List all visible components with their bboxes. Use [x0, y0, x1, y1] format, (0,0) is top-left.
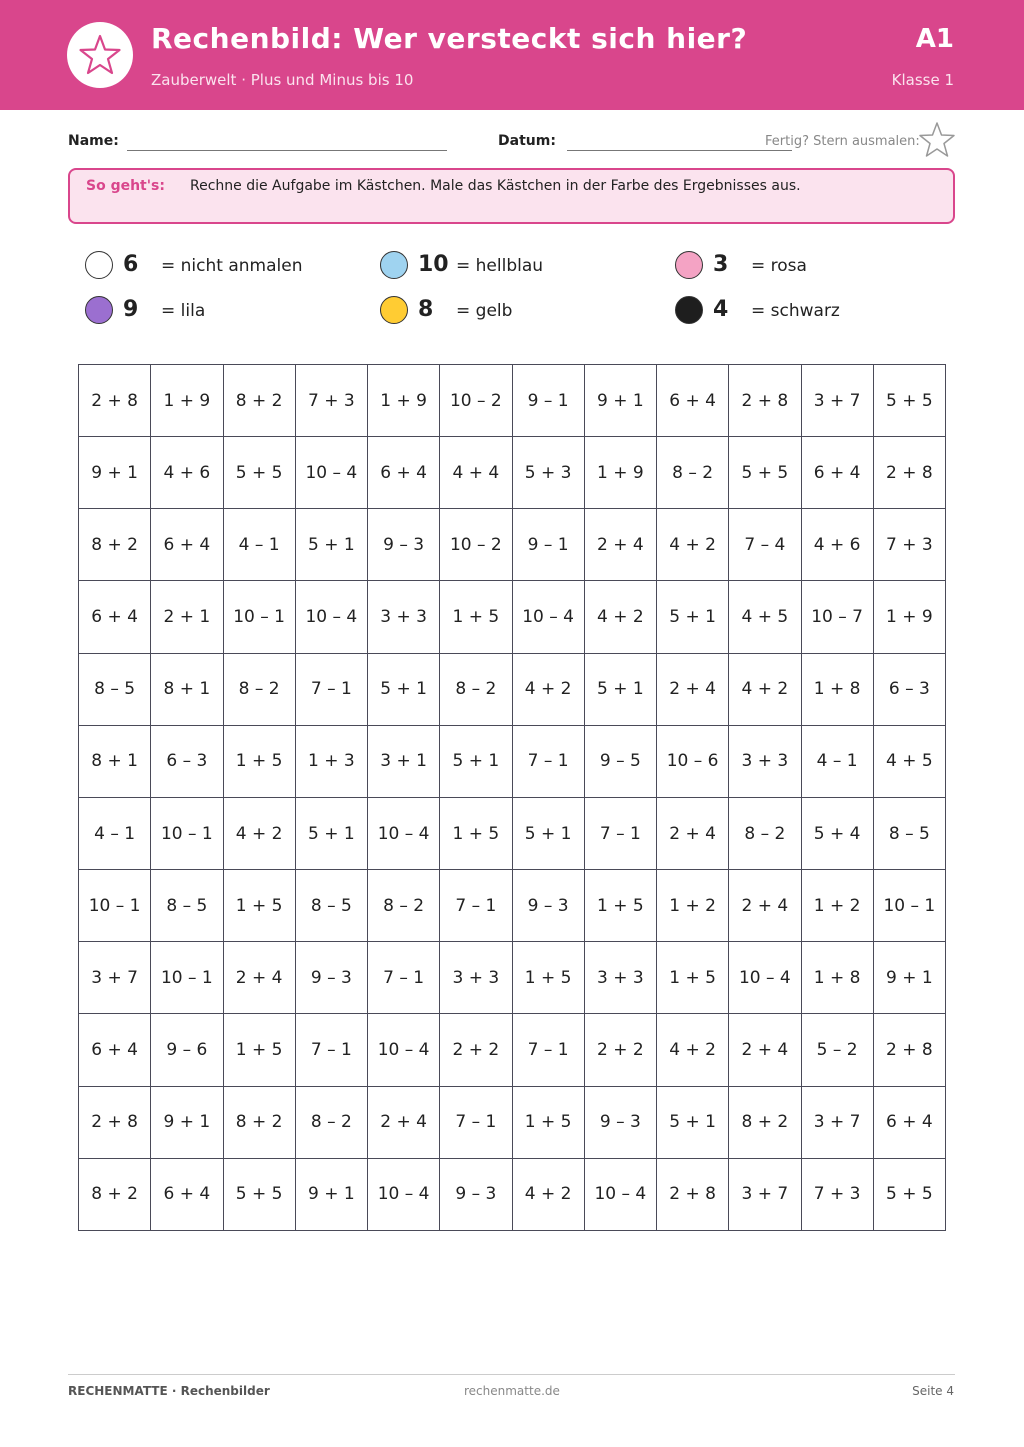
- grid-cell[interactable]: 6 + 4: [801, 437, 873, 509]
- color-dot-icon: [675, 251, 703, 279]
- grid-cell[interactable]: 10 – 4: [368, 1158, 440, 1230]
- grid-cell[interactable]: 1 + 5: [584, 870, 656, 942]
- name-label: Name:: [68, 133, 119, 149]
- grid-cell[interactable]: 1 + 8: [801, 653, 873, 725]
- grid-cell[interactable]: 3 + 1: [368, 725, 440, 797]
- grid-cell[interactable]: 8 – 5: [295, 870, 367, 942]
- grid-cell[interactable]: 2 + 4: [368, 1086, 440, 1158]
- grid-cell[interactable]: 10 – 7: [801, 581, 873, 653]
- grid-cell[interactable]: 5 + 5: [873, 365, 945, 437]
- color-dot-icon: [380, 251, 408, 279]
- legend-item: [675, 296, 935, 326]
- grid-cell[interactable]: 7 + 3: [801, 1158, 873, 1230]
- grid-cell[interactable]: 9 – 6: [151, 1014, 223, 1086]
- footer-page-number: Seite 4: [912, 1384, 954, 1398]
- header-banner: [0, 0, 1024, 110]
- instructions-text: Rechne die Aufgabe im Kästchen. Male das Kästchen in der Farbe des Ergebnisses aus.: [190, 178, 801, 194]
- grid-cell[interactable]: 8 – 2: [657, 437, 729, 509]
- page-title: Rechenbild: Wer versteckt sich hier?: [151, 22, 748, 55]
- grid-cell[interactable]: 9 + 1: [151, 1086, 223, 1158]
- grid-cell[interactable]: 4 + 2: [657, 509, 729, 581]
- grid-cell[interactable]: 5 + 1: [295, 509, 367, 581]
- grid-cell[interactable]: 2 + 2: [584, 1014, 656, 1086]
- grid-cell[interactable]: 6 + 4: [151, 1158, 223, 1230]
- grid-cell[interactable]: 1 + 5: [223, 725, 295, 797]
- grid-cell[interactable]: 9 + 1: [584, 365, 656, 437]
- logo-badge: [67, 22, 133, 88]
- page-subtitle: Zauberwelt · Plus und Minus bis 10: [151, 71, 414, 89]
- grid-cell[interactable]: 7 – 4: [729, 509, 801, 581]
- grid-cell[interactable]: 6 + 4: [79, 581, 151, 653]
- grid-cell[interactable]: 8 + 1: [79, 725, 151, 797]
- grid-cell[interactable]: 10 – 1: [151, 797, 223, 869]
- grid-row: [79, 1158, 946, 1230]
- grid-cell[interactable]: 10 – 1: [223, 581, 295, 653]
- grid-row: [79, 509, 946, 581]
- grid-cell[interactable]: 6 + 4: [657, 365, 729, 437]
- grid-cell[interactable]: 10 – 2: [440, 365, 512, 437]
- grid-cell[interactable]: 1 + 2: [801, 870, 873, 942]
- grid-row: [79, 725, 946, 797]
- grid-cell[interactable]: 2 + 4: [657, 653, 729, 725]
- grid-cell[interactable]: 6 – 3: [151, 725, 223, 797]
- grid-cell[interactable]: 9 – 3: [440, 1158, 512, 1230]
- footer-brand: RECHENMATTE · Rechenbilder: [68, 1384, 270, 1398]
- grid-cell[interactable]: 5 + 1: [368, 653, 440, 725]
- grid-cell[interactable]: 8 – 2: [729, 797, 801, 869]
- legend-item: [380, 296, 640, 326]
- grid-cell[interactable]: 8 + 1: [151, 653, 223, 725]
- grid-cell[interactable]: 5 + 5: [223, 437, 295, 509]
- grid-cell[interactable]: 5 + 5: [873, 1158, 945, 1230]
- name-field[interactable]: [127, 150, 447, 151]
- grid-cell[interactable]: 4 + 5: [873, 725, 945, 797]
- color-dot-icon: [85, 296, 113, 324]
- grid-cell[interactable]: 6 + 4: [79, 1014, 151, 1086]
- puzzle-grid: [78, 364, 946, 1231]
- grid-cell[interactable]: 5 + 1: [657, 1086, 729, 1158]
- grid-cell[interactable]: 9 + 1: [79, 437, 151, 509]
- grade-label: Klasse 1: [891, 71, 954, 89]
- grid-cell[interactable]: 3 + 7: [801, 1086, 873, 1158]
- grid-row: [79, 1086, 946, 1158]
- grid-cell[interactable]: 7 – 1: [440, 1086, 512, 1158]
- grid-row: [79, 581, 946, 653]
- legend-number: 4: [713, 297, 729, 322]
- grid-cell[interactable]: 2 + 2: [440, 1014, 512, 1086]
- grid-cell[interactable]: 8 + 2: [223, 1086, 295, 1158]
- grid-cell[interactable]: 4 + 6: [801, 509, 873, 581]
- instructions-label: So geht's:: [86, 178, 165, 194]
- grid-cell[interactable]: 10 – 4: [368, 797, 440, 869]
- grid-cell[interactable]: 1 + 5: [440, 581, 512, 653]
- grid-cell[interactable]: 10 – 1: [151, 942, 223, 1014]
- date-field[interactable]: [567, 150, 792, 151]
- grid-cell[interactable]: 4 + 5: [729, 581, 801, 653]
- grid-cell[interactable]: 6 – 3: [873, 653, 945, 725]
- grid-cell[interactable]: 1 + 5: [223, 1014, 295, 1086]
- grid-row: [79, 942, 946, 1014]
- grid-cell[interactable]: 8 – 2: [223, 653, 295, 725]
- grid-cell[interactable]: 6 + 4: [368, 437, 440, 509]
- grid-cell[interactable]: 2 + 8: [873, 437, 945, 509]
- grid-row: [79, 1014, 946, 1086]
- grid-cell[interactable]: 9 – 3: [368, 509, 440, 581]
- legend-text: = gelb: [456, 301, 513, 321]
- grid-cell[interactable]: 7 – 1: [584, 797, 656, 869]
- grid-cell[interactable]: 1 + 9: [151, 365, 223, 437]
- grid-cell[interactable]: 5 + 1: [440, 725, 512, 797]
- grid-row: [79, 870, 946, 942]
- grid-cell[interactable]: 1 + 3: [295, 725, 367, 797]
- grid-cell[interactable]: 10 – 2: [440, 509, 512, 581]
- legend-number: 6: [123, 252, 139, 277]
- grid-cell[interactable]: 2 + 8: [79, 365, 151, 437]
- grid-cell[interactable]: 8 + 2: [223, 365, 295, 437]
- grid-cell[interactable]: 8 – 5: [151, 870, 223, 942]
- instructions-box: [68, 168, 955, 224]
- color-dot-icon: [380, 296, 408, 324]
- grid-cell[interactable]: 8 – 2: [295, 1086, 367, 1158]
- grid-cell[interactable]: 6 + 4: [873, 1086, 945, 1158]
- legend-text: = nicht anmalen: [161, 256, 303, 276]
- grid-cell[interactable]: 7 + 3: [295, 365, 367, 437]
- grid-cell[interactable]: 3 + 7: [79, 942, 151, 1014]
- grid-cell[interactable]: 8 – 2: [440, 653, 512, 725]
- grid-cell[interactable]: 7 – 1: [512, 1014, 584, 1086]
- grid-cell[interactable]: 7 – 1: [512, 725, 584, 797]
- grid-cell[interactable]: 2 + 4: [223, 942, 295, 1014]
- grid-cell[interactable]: 10 – 4: [295, 581, 367, 653]
- grid-cell[interactable]: 10 – 6: [657, 725, 729, 797]
- footer-divider: [68, 1374, 955, 1375]
- grid-cell[interactable]: 9 – 1: [512, 509, 584, 581]
- grid-cell[interactable]: 2 + 4: [584, 509, 656, 581]
- legend-item: [85, 251, 345, 281]
- grid-cell[interactable]: 10 – 4: [295, 437, 367, 509]
- grid-cell[interactable]: 10 – 4: [584, 1158, 656, 1230]
- grid-cell[interactable]: 3 + 3: [368, 581, 440, 653]
- grid-cell[interactable]: 4 + 2: [223, 797, 295, 869]
- grid-cell[interactable]: 10 – 1: [79, 870, 151, 942]
- grid-cell[interactable]: 8 – 5: [79, 653, 151, 725]
- grid-cell[interactable]: 1 + 9: [368, 365, 440, 437]
- grid-cell[interactable]: 3 + 3: [584, 942, 656, 1014]
- grid-cell[interactable]: 7 – 1: [368, 942, 440, 1014]
- legend-item: [675, 251, 935, 281]
- grid-cell[interactable]: 4 + 6: [151, 437, 223, 509]
- legend-text: = lila: [161, 301, 206, 321]
- grid-cell[interactable]: 2 + 4: [657, 797, 729, 869]
- grid-cell[interactable]: 7 – 1: [295, 1014, 367, 1086]
- color-dot-icon: [675, 296, 703, 324]
- grid-cell[interactable]: 9 – 3: [512, 870, 584, 942]
- grid-cell[interactable]: 5 + 1: [657, 581, 729, 653]
- grid-cell[interactable]: 10 – 1: [873, 870, 945, 942]
- grid-cell[interactable]: 9 + 1: [873, 942, 945, 1014]
- grid-cell[interactable]: 2 + 8: [79, 1086, 151, 1158]
- grid-cell[interactable]: 9 + 1: [295, 1158, 367, 1230]
- grid-cell[interactable]: 1 + 5: [512, 1086, 584, 1158]
- legend-text: = hellblau: [456, 256, 544, 276]
- grid-cell[interactable]: 1 + 8: [801, 942, 873, 1014]
- grid-cell[interactable]: 1 + 2: [657, 870, 729, 942]
- grid-cell[interactable]: 5 + 5: [729, 437, 801, 509]
- grid-cell[interactable]: 4 – 1: [801, 725, 873, 797]
- grid-cell[interactable]: 10 – 4: [512, 581, 584, 653]
- grid-cell[interactable]: 5 – 2: [801, 1014, 873, 1086]
- grid-cell[interactable]: 6 + 4: [151, 509, 223, 581]
- grid-cell[interactable]: 9 – 1: [512, 365, 584, 437]
- grid-cell[interactable]: 1 + 5: [223, 870, 295, 942]
- grid-cell[interactable]: 2 + 8: [729, 365, 801, 437]
- legend-number: 10: [418, 252, 449, 277]
- grid-cell[interactable]: 7 + 3: [873, 509, 945, 581]
- grid-cell[interactable]: 2 + 8: [873, 1014, 945, 1086]
- grid-row: [79, 437, 946, 509]
- grid-cell[interactable]: 4 + 2: [512, 1158, 584, 1230]
- star-icon: [78, 33, 122, 77]
- grid-cell[interactable]: 1 + 5: [512, 942, 584, 1014]
- grid-cell[interactable]: 5 + 1: [584, 653, 656, 725]
- grid-cell[interactable]: 5 + 3: [512, 437, 584, 509]
- grid-cell[interactable]: 5 + 1: [512, 797, 584, 869]
- grid-cell[interactable]: 1 + 5: [657, 942, 729, 1014]
- grid-cell[interactable]: 8 – 5: [873, 797, 945, 869]
- grid-cell[interactable]: 1 + 9: [584, 437, 656, 509]
- grid-row: [79, 797, 946, 869]
- grid-cell[interactable]: 5 + 1: [295, 797, 367, 869]
- grid-cell[interactable]: 9 – 5: [584, 725, 656, 797]
- legend-number: 8: [418, 297, 434, 322]
- color-dot-icon: [85, 251, 113, 279]
- grid-cell[interactable]: 5 + 5: [223, 1158, 295, 1230]
- grid-row: [79, 653, 946, 725]
- grid-cell[interactable]: 2 + 4: [729, 1014, 801, 1086]
- legend-item: [380, 251, 640, 281]
- footer-website: rechenmatte.de: [464, 1384, 560, 1398]
- grid-cell[interactable]: 4 + 2: [512, 653, 584, 725]
- grid-cell[interactable]: 4 – 1: [223, 509, 295, 581]
- worksheet-code: A1: [915, 24, 954, 54]
- legend-item: [85, 296, 345, 326]
- grid-cell[interactable]: 3 + 7: [801, 365, 873, 437]
- grid-cell[interactable]: 3 + 7: [729, 1158, 801, 1230]
- grid-cell[interactable]: 1 + 9: [873, 581, 945, 653]
- grid-cell[interactable]: 3 + 3: [729, 725, 801, 797]
- grid-cell[interactable]: 10 – 4: [368, 1014, 440, 1086]
- grid-cell[interactable]: 2 + 4: [729, 870, 801, 942]
- date-label: Datum:: [498, 133, 556, 149]
- grid-cell[interactable]: 4 + 4: [440, 437, 512, 509]
- grid-cell[interactable]: 7 – 1: [295, 653, 367, 725]
- legend-number: 3: [713, 252, 729, 277]
- grid-cell[interactable]: 3 + 3: [440, 942, 512, 1014]
- legend-number: 9: [123, 297, 139, 322]
- legend-text: = schwarz: [751, 301, 840, 321]
- grid-cell[interactable]: 5 + 4: [801, 797, 873, 869]
- grid-cell[interactable]: 8 – 2: [368, 870, 440, 942]
- grid-cell[interactable]: 8 + 2: [79, 1158, 151, 1230]
- grid-cell[interactable]: 2 + 1: [151, 581, 223, 653]
- grid-cell[interactable]: 4 + 2: [657, 1014, 729, 1086]
- grid-row: [79, 365, 946, 437]
- grid-cell[interactable]: 8 + 2: [729, 1086, 801, 1158]
- legend-text: = rosa: [751, 256, 807, 276]
- grid-cell[interactable]: 9 – 3: [584, 1086, 656, 1158]
- grid-cell[interactable]: 1 + 5: [440, 797, 512, 869]
- grid-cell[interactable]: 8 + 2: [79, 509, 151, 581]
- grid-cell[interactable]: 4 – 1: [79, 797, 151, 869]
- grid-cell[interactable]: 4 + 2: [729, 653, 801, 725]
- done-star-icon[interactable]: [918, 121, 956, 159]
- grid-cell[interactable]: 2 + 8: [657, 1158, 729, 1230]
- grid-cell[interactable]: 7 – 1: [440, 870, 512, 942]
- grid-cell[interactable]: 4 + 2: [584, 581, 656, 653]
- grid-cell[interactable]: 9 – 3: [295, 942, 367, 1014]
- done-label: Fertig? Stern ausmalen:: [765, 134, 920, 149]
- grid-cell[interactable]: 10 – 4: [729, 942, 801, 1014]
